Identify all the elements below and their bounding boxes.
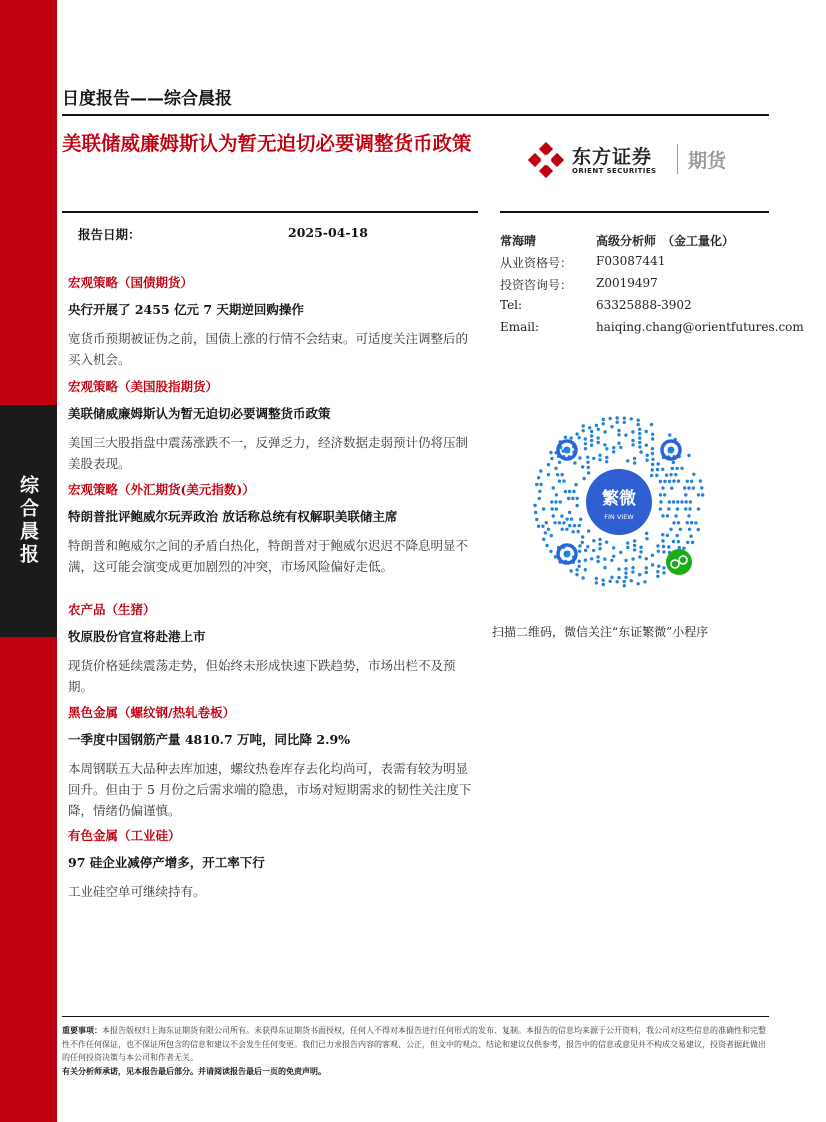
section-body: 现货价格延续震荡走势，但始终未形成快速下跌趋势，市场出栏不及预期。	[68, 658, 456, 694]
analyst-email[interactable]: haiqing.chang@orientfutures.com	[596, 320, 804, 334]
disclaimer	[62, 1024, 770, 1078]
section-subheading: 美联储威廉姆斯认为暂无迫切必要调整货币政策	[68, 406, 331, 421]
section-subheading: 牧原股份官宣将赴港上市	[68, 629, 206, 644]
analyst-row-label: 投资咨询号：	[500, 278, 573, 292]
analyst-row-label: Tel:	[500, 298, 523, 312]
analyst-row-label: 从业资格号：	[500, 256, 573, 270]
section-fx-futures	[68, 481, 478, 583]
section-body: 本周钢联五大品种去库加速，螺纹热卷库存去化均尚可，表需有较为明显回升。但由于 5 月份之后需求端的隐患，市场对短期需求的韧性关注度下降，情绪仍偏谨慎。	[68, 761, 472, 818]
qr-caption: 扫描二维码，微信关注“东证繁微”小程序	[492, 625, 709, 639]
section-heading: 黑色金属（螺纹钢/热轧卷板）	[68, 705, 236, 720]
logo-mark-icon	[528, 142, 564, 178]
section-heading: 宏观策略（美国股指期货）	[68, 379, 219, 394]
section-hogs	[68, 601, 478, 703]
section-subheading: 97 硅企业减停产增多，开工率下行	[68, 855, 265, 870]
section-us-index-futures	[68, 378, 478, 480]
logo-name-en: ORIENT SECURITIES	[572, 167, 657, 175]
side-section-tab	[0, 405, 57, 637]
section-heading: 农产品（生猪）	[68, 602, 156, 617]
logo-name-cn: 东方证券	[572, 146, 653, 168]
qr-center-sub: FIN VIEW	[604, 513, 634, 521]
analyst-row-value: F03087441	[596, 254, 666, 268]
analyst-row-value: Z0019497	[596, 276, 658, 290]
qr-code-icon[interactable]	[529, 412, 709, 592]
side-tab-label: 综合晨报	[17, 475, 39, 567]
title-bottom-rule	[62, 211, 478, 213]
analyst-name: 常海晴	[500, 234, 537, 248]
section-bond-futures	[68, 274, 478, 376]
section-heading: 有色金属（工业硅）	[68, 828, 181, 843]
report-type: 日度报告——综合晨报	[62, 89, 232, 109]
section-body: 特朗普和鲍威尔之间的矛盾白热化，特朗普对于鲍威尔迟迟不降息明显不满，这可能会演变成更加剧烈的冲突，市场风险偏好走低。	[68, 538, 469, 574]
section-ferrous	[68, 704, 478, 827]
analyst-commitment-note: 有关分析师承诺，见本报告最后部分。并请阅读报告最后一页的免责声明。	[62, 1065, 326, 1076]
qr-center-text: 繁微	[602, 489, 636, 509]
analyst-top-rule	[500, 211, 769, 213]
report-date-value: 2025-04-18	[288, 225, 368, 240]
section-subheading: 一季度中国钢筋产量 4810.7 万吨，同比降 2.9%	[68, 732, 351, 747]
top-rule	[62, 114, 769, 116]
report-date-label: 报告日期：	[78, 227, 141, 242]
disclaimer-label: 重要事项：	[62, 1025, 102, 1035]
section-subheading: 特朗普批评鲍威尔玩弄政治 放话称总统有权解职美联储主席	[68, 509, 398, 524]
section-industrial-silicon	[68, 827, 265, 908]
disclaimer-text: 本报告版权归上海东证期货有限公司所有。未获得东证期货书面授权，任何人不得对本报告进行任何形式的发布、复制。本报告的信息均来源于公开资料，我公司对这些信息的准确性和完整性不作任何保证，也不保证所包含的信息和建议不会发生任何变更。我们已力求报告内容的客观、公正，但文中的观点、结论和建议仅供参考，报告中的信息或意见并不构成交易建议，投资者据此做出的任何投资决策与本公司和作者无关。	[62, 1026, 766, 1062]
section-body: 宽货币预期被证伪之前，国债上涨的行情不会结束。可适度关注调整后的买入机会。	[68, 331, 469, 367]
logo-sub-brand: 期货	[688, 150, 727, 172]
section-subheading: 央行开展了 2455 亿元 7 天期逆回购操作	[68, 302, 304, 317]
logo-separator	[677, 144, 678, 174]
footer-rule	[62, 1016, 769, 1017]
section-body: 美国三大股指盘中震荡涨跌不一，反弹乏力，经济数据走弱预计仍将压制美股表现。	[68, 435, 469, 471]
section-heading: 宏观策略（外汇期货(美元指数)）	[68, 482, 255, 497]
section-heading: 宏观策略（国债期货）	[68, 275, 194, 290]
analyst-title: 高级分析师 （金工量化）	[596, 234, 735, 248]
analyst-row-value: 63325888-3902	[596, 298, 692, 312]
company-logo	[528, 140, 768, 180]
analyst-row-label: Email:	[500, 320, 540, 334]
section-body: 工业硅空单可继续持有。	[68, 884, 206, 899]
page-title: 美联储威廉姆斯认为暂无迫切必要调整货币政策	[62, 132, 472, 155]
